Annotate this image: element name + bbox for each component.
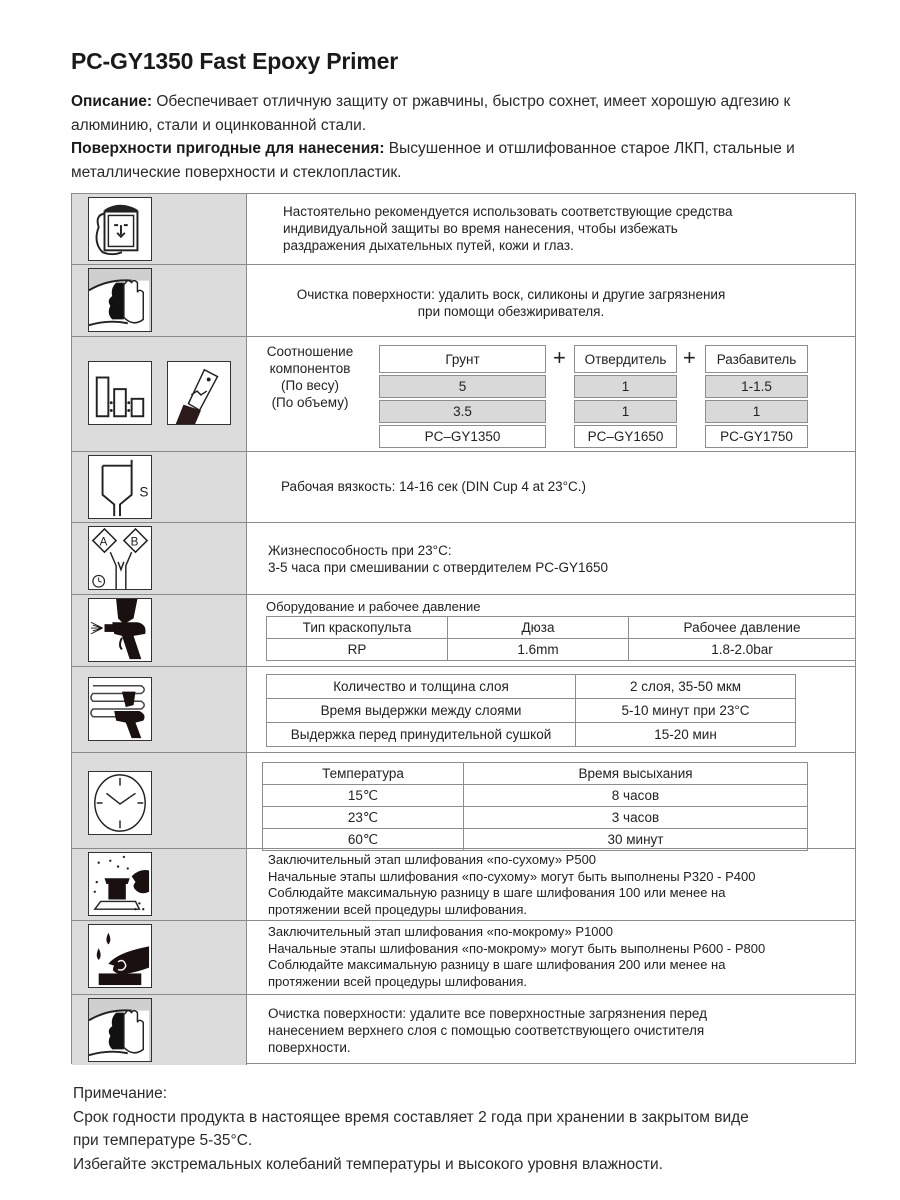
pre-bake-label: Выдержка перед принудительной сушкой (267, 723, 576, 747)
svg-text:A: A (99, 535, 108, 549)
intro-block (71, 90, 831, 184)
description-text: Обеспечивает отличную защиту от ржавчины, быстро сохнет, имеет хорошую адгезию к алюминию, стали и оцинкованной стали. (71, 93, 791, 134)
header-pressure: Рабочее давление (629, 617, 856, 639)
hardener-header: Отвердитель (574, 345, 677, 373)
coats-label: Количество и толщина слоя (267, 675, 576, 699)
thinner-product: PC-GY1750 (705, 425, 808, 448)
hardener-by-volume: 1 (574, 400, 677, 423)
header-drying-time: Время высыхания (464, 763, 808, 785)
svg-text:S: S (139, 484, 149, 500)
row-pot-life (72, 523, 855, 595)
nozzle-value: 1.6mm (448, 639, 629, 661)
clock-icon (88, 771, 152, 835)
table-header-row (263, 763, 808, 785)
plus-sign: + (553, 345, 566, 370)
viscosity-text: Рабочая вязкость: 14-16 сек (DIN Cup 4 at 23°C.) (281, 479, 587, 494)
table-row (267, 723, 796, 747)
pot-life-ab-mix-icon (88, 526, 152, 590)
equipment-table (266, 616, 856, 661)
face-shield-respirator-icon (88, 197, 152, 261)
spec-table (71, 193, 856, 1064)
row-drying (72, 753, 855, 849)
cleaning-text: Очистка поверхности: удалить воск, силиконы и другие загрязнения при помощи обезжиривателя. (296, 287, 726, 319)
thinner-by-volume: 1 (705, 400, 808, 423)
dry-sanding-icon (88, 852, 152, 916)
mixing-stick-icon (167, 361, 231, 425)
notes-line: Избегайте экстремальных колебаний температуры и высокого уровня влажности. (73, 1155, 663, 1173)
application-table (266, 674, 796, 747)
time-value: 30 минут (464, 829, 808, 851)
table-row (267, 699, 796, 723)
hardener-product: PC–GY1650 (574, 425, 677, 448)
thinner-header: Разбавитель (705, 345, 808, 373)
safety-text: Настоятельно рекомендуется использовать соответствующие средства индивидуальной защиты во время нанесения, чтобы избежать раздражения дыхательных путей, кожи и глаз. (283, 204, 733, 253)
time-value: 3 часов (464, 807, 808, 829)
row-viscosity (72, 452, 855, 523)
temp-value: 23℃ (263, 807, 464, 829)
table-header-row (267, 617, 856, 639)
svg-text:B: B (130, 535, 139, 549)
wet-sanding-icon (88, 924, 152, 988)
header-nozzle: Дюза (448, 617, 629, 639)
mixing-ratio-bars-icon (88, 361, 152, 425)
notes-line: Срок годности продукта в настоящее время составляет 2 года при хранении в закрытом виде (73, 1108, 749, 1126)
table-row (267, 675, 796, 699)
description-paragraph (71, 90, 831, 137)
drying-table (262, 762, 808, 851)
temp-value: 15℃ (263, 785, 464, 807)
table-row (267, 639, 856, 661)
row-cleaning (72, 265, 855, 337)
temp-value: 60℃ (263, 829, 464, 851)
spray-gun-coats-icon (88, 677, 152, 741)
surfaces-label: Поверхности пригодные для нанесения: (71, 140, 385, 157)
primer-by-volume: 3.5 (379, 400, 546, 423)
thinner-by-weight: 1-1.5 (705, 375, 808, 398)
row-wet-sanding (72, 921, 855, 995)
mixing-ratio-label: Соотношение компонентов (По весу) (По объему) (266, 344, 354, 410)
hardener-by-weight: 1 (574, 375, 677, 398)
row-mixing (72, 337, 855, 452)
notes-heading: Примечание: (73, 1085, 168, 1102)
pressure-value: 1.8-2.0bar (629, 639, 856, 661)
primer-header: Грунт (379, 345, 546, 373)
row-final-cleaning (72, 995, 855, 1065)
row-application (72, 667, 855, 753)
time-value: 8 часов (464, 785, 808, 807)
plus-sign: + (683, 345, 696, 370)
table-row (263, 807, 808, 829)
row-equipment (72, 595, 855, 667)
hand-wipe-surface-icon (88, 268, 152, 332)
coats-value: 2 слоя, 35-50 мкм (576, 675, 796, 699)
flash-time-value: 5-10 минут при 23°C (576, 699, 796, 723)
primer-product: PC–GY1350 (379, 425, 546, 448)
hand-wipe-surface-icon (88, 998, 152, 1062)
flash-time-label: Время выдержки между слоями (267, 699, 576, 723)
page-title: PC-GY1350 Fast Epoxy Primer (71, 48, 398, 74)
description-label: Описание: (71, 93, 153, 110)
dry-sanding-text: Заключительный этап шлифования «по-сухому» P500 Начальные этапы шлифования «по-сухому» могут быть выполнены P320 - P400 Соблюдайте максимальную разницу в шаге шлифования 100 или менее на протяжении всей процедуры шлифования. (268, 852, 756, 917)
header-gun-type: Тип краскопульта (267, 617, 448, 639)
wet-sanding-text: Заключительный этап шлифования «по-мокрому» P1000 Начальные этапы шлифования «по-мокрому» могут быть выполнены P600 - P800 Соблюдайте максимальную разницу в шаге шлифования 200 или менее на протяжении всей процедуры шлифования. (268, 924, 766, 989)
surfaces-paragraph (71, 137, 831, 184)
table-row (263, 785, 808, 807)
pre-bake-value: 15-20 мин (576, 723, 796, 747)
equipment-caption: Оборудование и рабочее давление (266, 599, 481, 614)
table-row (263, 829, 808, 851)
pot-life-text: Жизнеспособность при 23°C: 3-5 часа при смешивании с отвердителем PC-GY1650 (268, 543, 608, 575)
viscosity-cup-icon (88, 455, 152, 519)
notes-line: при температуре 5-35°C. (73, 1132, 253, 1149)
spray-gun-icon (88, 598, 152, 662)
row-dry-sanding (72, 849, 855, 921)
gun-type-value: RP (267, 639, 448, 661)
primer-by-weight: 5 (379, 375, 546, 398)
final-cleaning-text: Очистка поверхности: удалите все поверхностные загрязнения перед нанесением верхнего слоя с помощью соответствующего очистителя поверхности. (268, 1006, 707, 1055)
header-temperature: Температура (263, 763, 464, 785)
notes-block (73, 1082, 853, 1176)
row-safety (72, 194, 855, 265)
surfaces-text: Высушенное и отшлифованное старое ЛКП, стальные и металлические поверхности и стеклопластик. (71, 140, 795, 181)
